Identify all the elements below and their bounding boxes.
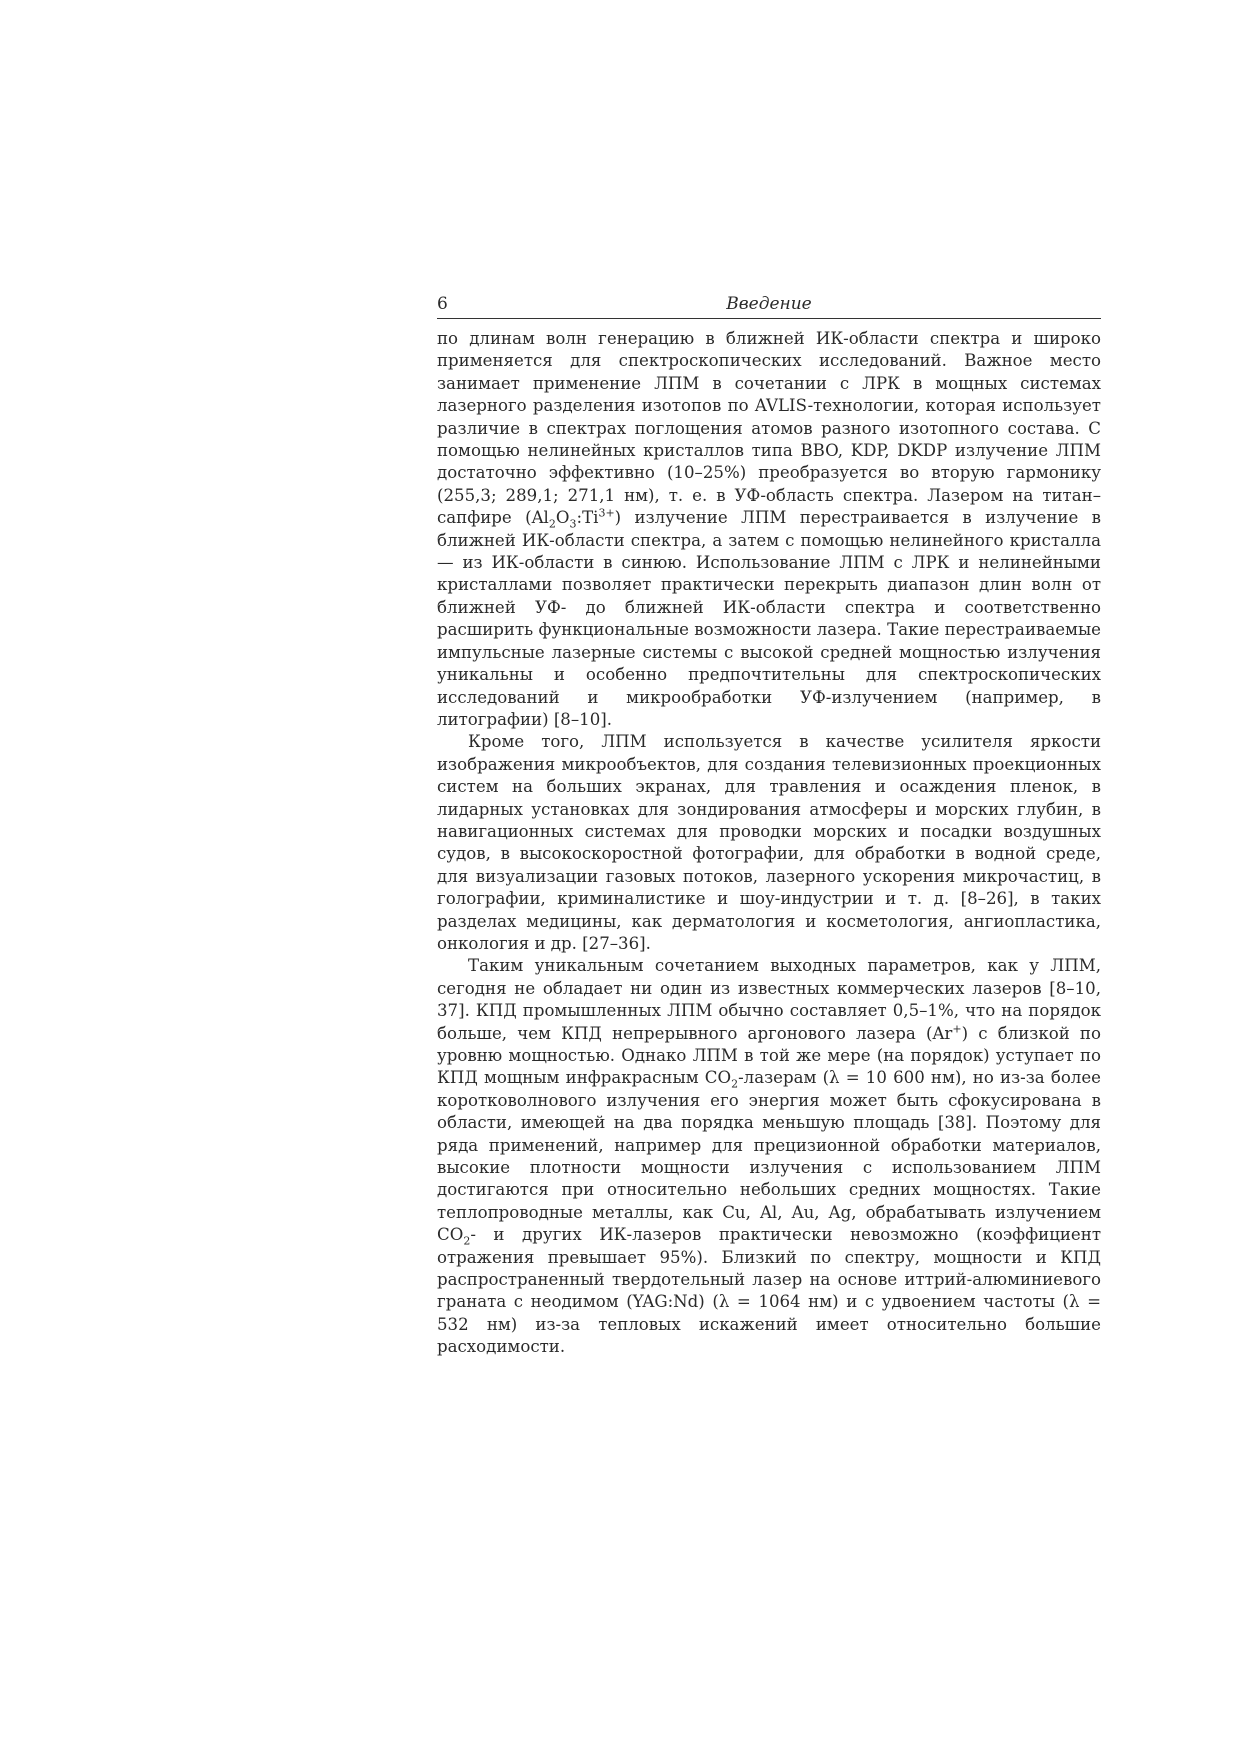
text-run: :Ti — [576, 508, 599, 528]
paragraph-3 — [437, 955, 1101, 1358]
page-number: 6 — [437, 294, 448, 314]
body-text — [437, 328, 1101, 1359]
text-run: по длинам волн генерацию в ближней ИК-области спектра и широко применяется для спектроскопических исследований. Важное место занимает применение ЛПМ в сочетании с ЛРК в мощных системах лазерного разделения изотопов по AVLIS-технологии, которая использует различие в спектрах поглощения атомов разного изотопного состава. С помощью нелинейных кристаллов типа BBO, KDP, DKDP излучение ЛПМ достаточно эффективно (10–25%) преобразуется во вторую гармонику (255,3; 289,1; 271,1 нм), т. е. в УФ-область спектра. Лазером на титан–сапфире (Al — [437, 329, 1101, 528]
subscript: 2 — [463, 1234, 471, 1248]
superscript: + — [952, 1022, 962, 1036]
subscript: 3 — [569, 517, 577, 531]
text-run: ) излучение ЛПМ перестраивается в излучение в ближней ИК-области спектра, а затем с помощью нелинейного кристалла — из ИК-области в синюю. Использование ЛПМ с ЛРК и нелинейными кристаллами позволяет практически перекрыть диапазон длин волн от ближней УФ- до ближней ИК-области спектра и соответственно расширить функциональные возможности лазера. Такие перестраиваемые импульсные лазерные системы с высокой средней мощностью излучения уникальны и особенно предпочтительны для спектроскопических исследований и микрообработки УФ-излучением (например, в литографии) [8–10]. — [437, 508, 1101, 729]
running-header — [437, 292, 1101, 319]
paragraph-2 — [437, 731, 1101, 955]
text-run: Таким уникальным сочетанием выходных параметров, как у ЛПМ, сегодня не обладает ни один из известных коммерческих лазеров [8–10, 37]. КПД промышленных ЛПМ обычно составляет 0,5–1%, что на порядок больше, чем КПД непрерывного аргонового лазера (Ar — [437, 956, 1101, 1043]
text-run: Кроме того, ЛПМ используется в качестве усилителя яркости изображения микрообъектов, для создания телевизионных проекционных систем на больших экранах, для травления и осаждения пленок, в лидарных установках для зондирования атмосферы и морских глубин, в навигационных системах для проводки морских и посадки воздушных судов, в высокоскоростной фотографии, для обработки в водной среде, для визуализации газовых потоков, лазерного ускорения микрочастиц, в голографии, криминалистике и шоу-индустрии и т. д. [8–26], в таких разделах медицины, как дерматология и косметология, ангиопластика, онкология и др. [27–36]. — [437, 732, 1101, 953]
paragraph-1 — [437, 328, 1101, 731]
superscript: 3+ — [598, 506, 615, 520]
section-title: Введение — [726, 294, 812, 314]
subscript: 2 — [731, 1077, 739, 1091]
text-run: - и других ИК-лазеров практически невозможно (коэффициент отражения превышает 95%). Близкий по спектру, мощности и КПД распространенный твердотельный лазер на основе иттрий-алюминиевого граната с неодимом (YAG:Nd) (λ = 1064 нм) и с удвоением частоты (λ = 532 нм) из-за тепловых искажений имеет относительно большие расходимости. — [437, 1225, 1101, 1357]
book-page — [437, 292, 1101, 1359]
text-run: -лазерам (λ = 10 600 нм), но из-за более коротковолнового излучения его энергия может быть сфокусирована в области, имеющей на два порядка меньшую площадь [38]. Поэтому для ряда применений, например для прецизионной обработки материалов, высокие плотности мощности излучения с использованием ЛПМ достигаются при относительно небольших средних мощностях. Такие теплопроводные металлы, как Cu, Al, Au, Ag, обрабатывать излучением CO — [437, 1068, 1101, 1245]
text-run: O — [555, 508, 570, 528]
subscript: 2 — [548, 517, 556, 531]
text-run: ) с близкой по уровню мощностью. Однако ЛПМ в той же мере (на порядок) уступает по КПД мощным инфракрасным CO — [437, 1023, 1101, 1088]
